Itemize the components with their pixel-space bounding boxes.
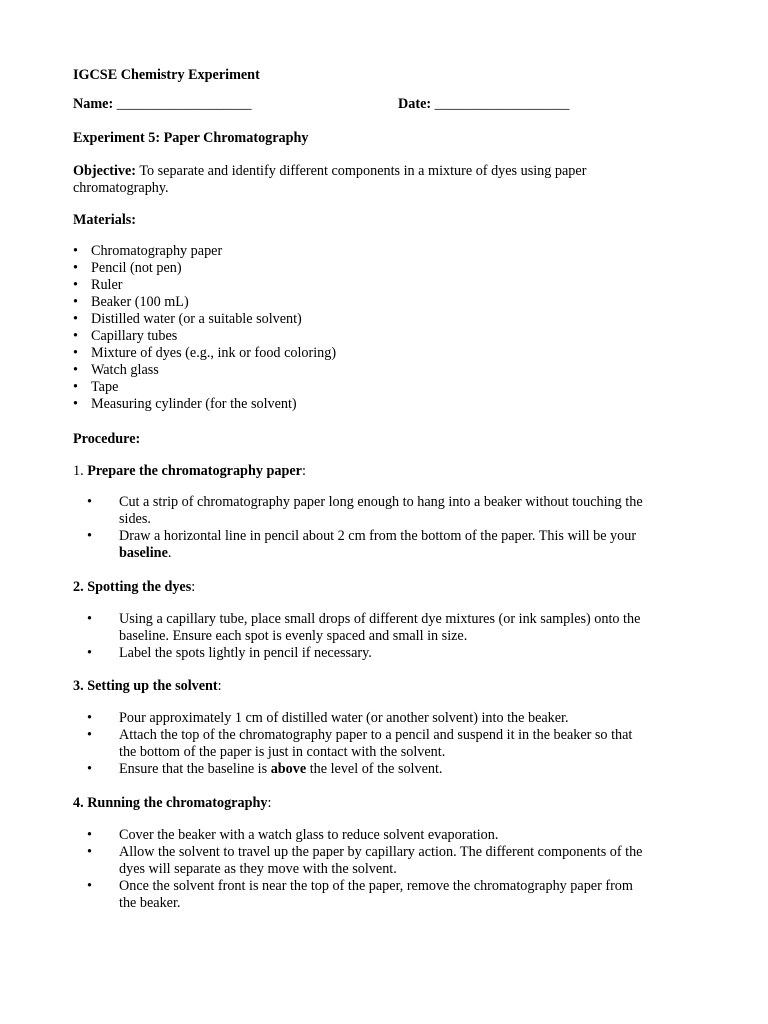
step-4-heading	[73, 795, 271, 812]
step-4-bullet-1-line-1: Cover the beaker with a watch glass to reduce solvent evaporation.	[119, 827, 499, 843]
step-2-title: 2. Spotting the dyes	[73, 579, 192, 595]
above-term: above	[270, 761, 307, 777]
bullet: •	[73, 328, 78, 344]
step-3-bullet-2-line-2: the bottom of the paper is just in contact with the solvent.	[119, 744, 446, 760]
step-3-bullet-3-post: the level of the solvent.	[306, 761, 443, 777]
bullet: •	[73, 379, 78, 395]
bullet: •	[73, 345, 78, 361]
list-item: Mixture of dyes (e.g., ink or food coloring)	[91, 345, 337, 361]
step-2-colon: :	[191, 579, 196, 595]
list-item: Chromatography paper	[91, 243, 223, 259]
date-label: Date:	[398, 96, 432, 112]
bullet: •	[87, 844, 92, 860]
objective-paragraph	[73, 163, 673, 197]
bullet: •	[73, 277, 78, 293]
name-blank: ___________________	[116, 96, 252, 112]
course-title: IGCSE Chemistry Experiment	[73, 67, 260, 83]
bullet: •	[73, 362, 78, 378]
bullet: •	[87, 645, 92, 661]
step-3-heading	[73, 678, 222, 695]
bullet: •	[73, 311, 78, 327]
bullet: •	[87, 827, 92, 843]
step-4-bullet-3-line-1: Once the solvent front is near the top of the paper, remove the chromatography paper from	[119, 878, 633, 894]
step-3-bullet-1-line-1: Pour approximately 1 cm of distilled water (or another solvent) into the beaker.	[119, 710, 569, 726]
step-1-heading	[73, 463, 306, 480]
baseline-term: baseline	[119, 545, 168, 561]
step-1-number: 1.	[73, 463, 84, 479]
step-3-bullet-3-line-1	[119, 761, 442, 778]
bullet: •	[73, 396, 78, 412]
bullet: •	[87, 494, 92, 510]
list-item: Distilled water (or a suitable solvent)	[91, 311, 302, 327]
bullet: •	[73, 294, 78, 310]
step-1-title: Prepare the chromatography paper	[87, 463, 302, 479]
list-item: Capillary tubes	[91, 328, 178, 344]
bullet: •	[87, 727, 92, 743]
objective-label: Objective:	[73, 163, 137, 179]
list-item: Measuring cylinder (for the solvent)	[91, 396, 297, 412]
procedure-heading: Procedure:	[73, 431, 141, 447]
bullet: •	[87, 878, 92, 894]
step-1-bullet-2-line-1: Draw a horizontal line in pencil about 2 cm from the bottom of the paper. This will be your	[119, 528, 637, 544]
step-1-colon: :	[301, 463, 306, 479]
date-line	[398, 96, 569, 113]
list-item: Ruler	[91, 277, 123, 293]
step-2-bullet-2-line-1: Label the spots lightly in pencil if necessary.	[119, 645, 372, 661]
step-4-bullet-2-line-1: Allow the solvent to travel up the paper by capillary action. The different components of the	[119, 844, 643, 860]
date-blank: ___________________	[434, 96, 570, 112]
step-3-colon: :	[217, 678, 222, 694]
step-4-title: 4. Running the chromatography	[73, 795, 268, 811]
name-label: Name:	[73, 96, 114, 112]
step-4-bullet-3-line-2: the beaker.	[119, 895, 181, 911]
step-2-bullet-1-line-1: Using a capillary tube, place small drops of different dye mixtures (or ink samples) onto the	[119, 611, 641, 627]
list-item: Tape	[91, 379, 119, 395]
step-4-colon: :	[267, 795, 272, 811]
step-2-heading	[73, 579, 195, 596]
step-1-bullet-1-line-2: sides.	[119, 511, 151, 527]
step-3-title: 3. Setting up the solvent	[73, 678, 218, 694]
baseline-period: .	[167, 545, 172, 561]
bullet: •	[73, 260, 78, 276]
bullet: •	[87, 761, 92, 777]
step-3-bullet-2-line-1: Attach the top of the chromatography paper to a pencil and suspend it in the beaker so that	[119, 727, 633, 743]
step-3-bullet-3-pre: Ensure that the baseline is	[119, 761, 271, 777]
step-1-bullet-1-line-1: Cut a strip of chromatography paper long enough to hang into a beaker without touching the	[119, 494, 643, 510]
step-1-bullet-2-line-2	[119, 545, 171, 562]
bullet: •	[87, 611, 92, 627]
name-line	[73, 96, 252, 113]
list-item: Pencil (not pen)	[91, 260, 182, 276]
bullet: •	[87, 710, 92, 726]
step-2-bullet-1-line-2: baseline. Ensure each spot is evenly spaced and small in size.	[119, 628, 468, 644]
bullet: •	[87, 528, 92, 544]
bullet: •	[73, 243, 78, 259]
list-item: Beaker (100 mL)	[91, 294, 189, 310]
objective-text: To separate and identify different components in a mixture of dyes using paper chromatography.	[73, 163, 587, 196]
step-4-bullet-2-line-2: dyes will separate as they move with the solvent.	[119, 861, 397, 877]
experiment-title: Experiment 5: Paper Chromatography	[73, 130, 309, 146]
materials-heading: Materials:	[73, 212, 137, 228]
list-item: Watch glass	[91, 362, 159, 378]
